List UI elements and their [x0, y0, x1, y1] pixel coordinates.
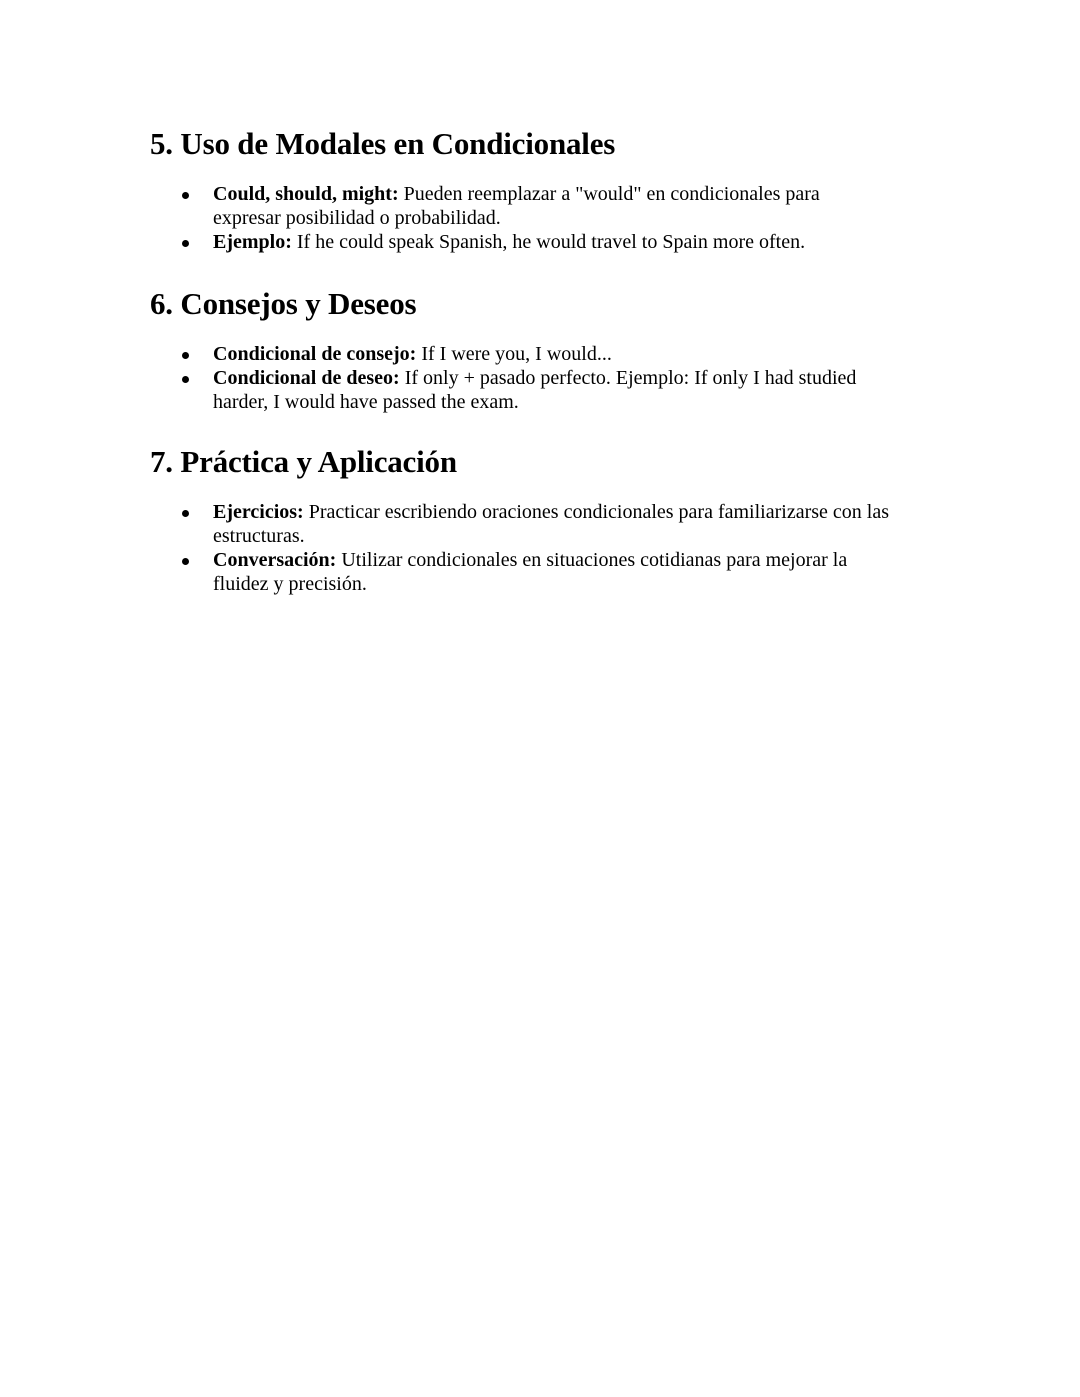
bullet-icon [182, 558, 189, 565]
bullet-list [150, 500, 950, 596]
section-practica [150, 444, 950, 596]
list-item [150, 500, 950, 548]
item-text-continued: harder, I would have passed the exam. [213, 391, 519, 413]
item-text: If I were you, I would... [416, 343, 612, 365]
list-item [150, 230, 950, 254]
item-text: If he could speak Spanish, he would travel to Spain more often. [291, 231, 806, 253]
item-term: Conversación: [213, 549, 337, 571]
list-item [150, 366, 950, 414]
section-heading: 5. Uso de Modales en Condicionales [150, 126, 616, 161]
bullet-icon [182, 376, 189, 383]
list-item [150, 342, 950, 366]
bullet-list [150, 342, 950, 414]
bullet-list [150, 182, 950, 254]
item-term: Condicional de deseo: [213, 367, 400, 389]
item-text: Utilizar condicionales en situaciones cotidianas para mejorar la [336, 549, 848, 571]
item-text: Practicar escribiendo oraciones condicionales para familiarizarse con las [303, 501, 889, 523]
bullet-icon [182, 240, 189, 247]
item-text-continued: estructuras. [213, 525, 305, 547]
item-term: Condicional de consejo: [213, 343, 417, 365]
item-term: Ejemplo: [213, 231, 292, 253]
bullet-icon [182, 192, 189, 199]
item-text-continued: fluidez y precisión. [213, 573, 367, 595]
bullet-icon [182, 510, 189, 517]
section-heading: 6. Consejos y Deseos [150, 286, 417, 321]
item-text: Pueden reemplazar a "would" en condicionales para [398, 183, 820, 205]
item-term: Could, should, might: [213, 183, 399, 205]
bullet-icon [182, 352, 189, 359]
item-term: Ejercicios: [213, 501, 304, 523]
section-modales [150, 126, 950, 254]
list-item [150, 548, 950, 596]
item-text-continued: expresar posibilidad o probabilidad. [213, 207, 501, 229]
item-text: If only + pasado perfecto. Ejemplo: If only I had studied [399, 367, 857, 389]
section-heading: 7. Práctica y Aplicación [150, 444, 457, 479]
section-consejos [150, 286, 950, 414]
list-item [150, 182, 950, 230]
